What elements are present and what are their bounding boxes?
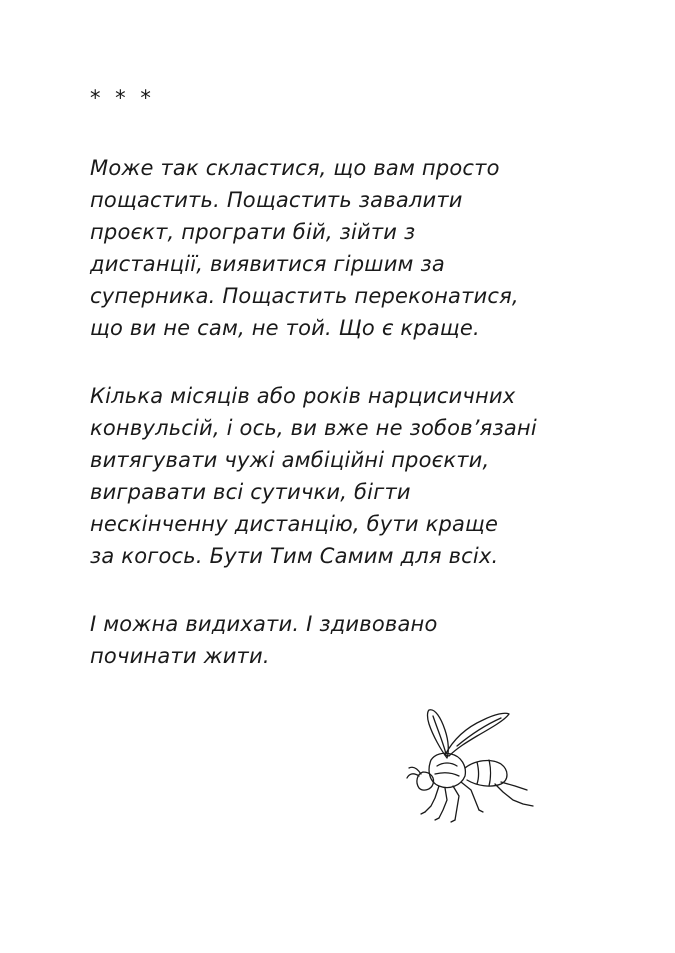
text-line: витягувати чужі амбіційні проєкти, bbox=[90, 448, 490, 472]
paragraph-3 bbox=[90, 608, 610, 672]
paragraph-1 bbox=[90, 152, 610, 344]
text-line: конвульсій, і ось, ви вже не зобов’язані bbox=[90, 416, 537, 440]
text-line: суперника. Пощастить переконатися, bbox=[90, 284, 519, 308]
text-line: вигравати всі сутички, бігти bbox=[90, 480, 411, 504]
text-line: за когось. Бути Тим Самим для всіх. bbox=[90, 544, 499, 568]
text-line: дистанції, виявитися гіршим за bbox=[90, 252, 445, 276]
bee-sketch-icon bbox=[405, 700, 540, 825]
document-body bbox=[90, 82, 610, 708]
paragraph-2 bbox=[90, 380, 610, 572]
text-line: починати жити. bbox=[90, 644, 270, 668]
text-line: що ви не сам, не той. Що є краще. bbox=[90, 316, 480, 340]
text-line: пощастить. Пощастить завалити bbox=[90, 188, 463, 212]
text-line: нескінченну дистанцію, бути краще bbox=[90, 512, 499, 536]
section-separator: * * * bbox=[90, 86, 155, 110]
text-line: Може так скластися, що вам просто bbox=[90, 156, 500, 180]
text-line: І можна видихати. І здивовано bbox=[90, 612, 438, 636]
text-line: Кілька місяців або років нарцисичних bbox=[90, 384, 516, 408]
text-line: проєкт, програти бій, зійти з bbox=[90, 220, 416, 244]
